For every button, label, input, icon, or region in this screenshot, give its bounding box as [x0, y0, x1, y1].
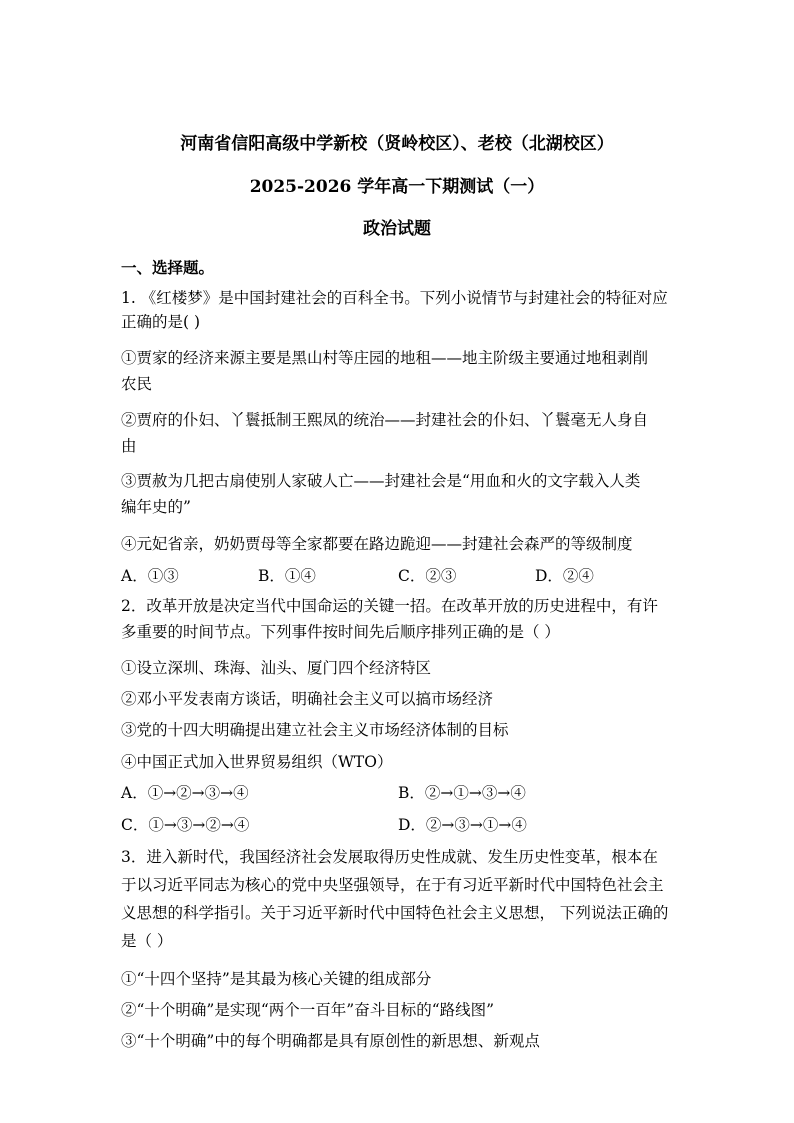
q2-option-d: D．②→③→①→④: [398, 816, 527, 834]
q1-option-d: D．②④: [535, 567, 594, 585]
exam-title-school: 河南省信阳高级中学新校（贤岭校区）、老校（北湖校区）: [180, 134, 614, 154]
q1-item3-line1: ③贾赦为几把古扇使别人家破人亡——封建社会是“用血和火的文字载入人类: [121, 472, 641, 490]
q2-item1: ①设立深圳、珠海、汕头、厦门四个经济特区: [121, 659, 432, 677]
exam-title-subject: 政治试题: [363, 219, 431, 239]
section-heading: 一、选择题。: [121, 258, 215, 277]
q1-item2-line1: ②贾府的仆妇、丫鬟抵制王熙凤的统治——封建社会的仆妇、丫鬟毫无人身自: [121, 411, 649, 429]
q2-item2: ②邓小平发表南方谈话，明确社会主义可以搞市场经济: [121, 690, 494, 708]
q2-option-a: A．①→②→③→④: [121, 784, 249, 802]
q3-stem-line3: 义思想的科学指引。关于习近平新时代中国特色社会主义思想， 下列说法正确的: [121, 904, 669, 922]
q1-stem-line1: 1. 《红楼梦》是中国封建社会的百科全书。下列小说情节与封建社会的特征对应: [121, 289, 668, 307]
q2-item4: ④中国正式加入世界贸易组织（WTO）: [121, 753, 393, 771]
q1-item4: ④元妃省亲，奶奶贾母等全家都要在路边跪迎——封建社会森严的等级制度: [121, 535, 633, 553]
q2-option-b: B．②→①→③→④: [398, 784, 526, 802]
q2-stem-line2: 多重要的时间节点。下列事件按时间先后顺序排列正确的是（ ）: [121, 623, 560, 641]
q1-option-a: A．①③: [121, 567, 179, 585]
q3-item3: ③“十个明确”中的每个明确都是具有原创性的新思想、新观点: [121, 1032, 540, 1050]
q2-option-c: C．①→③→②→④: [121, 816, 250, 834]
q2-item3: ③党的十四大明确提出建立社会主义市场经济体制的目标: [121, 721, 509, 739]
q1-item3-line2: 编年史的”: [121, 498, 191, 516]
q1-item1-line2: 农民: [121, 375, 153, 393]
q3-item2: ②“十个明确”是实现“两个一百年”奋斗目标的“路线图”: [121, 1001, 495, 1019]
q1-stem-line2: 正确的是( ): [121, 313, 201, 331]
q1-item1-line1: ①贾家的经济来源主要是黑山村等庄园的地租——地主阶级主要通过地租剥削: [121, 349, 649, 367]
q1-option-b: B．①④: [258, 567, 316, 585]
q2-stem-line1: 2．改革开放是决定当代中国命运的关键一招。在改革开放的历史进程中，有许: [121, 597, 658, 615]
q3-stem-line4: 是（ ）: [121, 932, 173, 950]
q1-option-c: C．②③: [398, 567, 457, 585]
q3-item1: ①“十四个坚持”是其最为核心关键的组成部分: [121, 970, 432, 988]
q3-stem-line2: 于以习近平同志为核心的党中央坚强领导，在于有习近平新时代中国特色社会主: [121, 876, 664, 894]
q1-item2-line2: 由: [121, 437, 137, 455]
exam-title-term: 2025-2026 学年高一下期测试（一）: [249, 177, 545, 197]
q3-stem-line1: 3．进入新时代，我国经济社会发展取得历史性成就、发生历史性变革，根本在: [121, 848, 658, 866]
